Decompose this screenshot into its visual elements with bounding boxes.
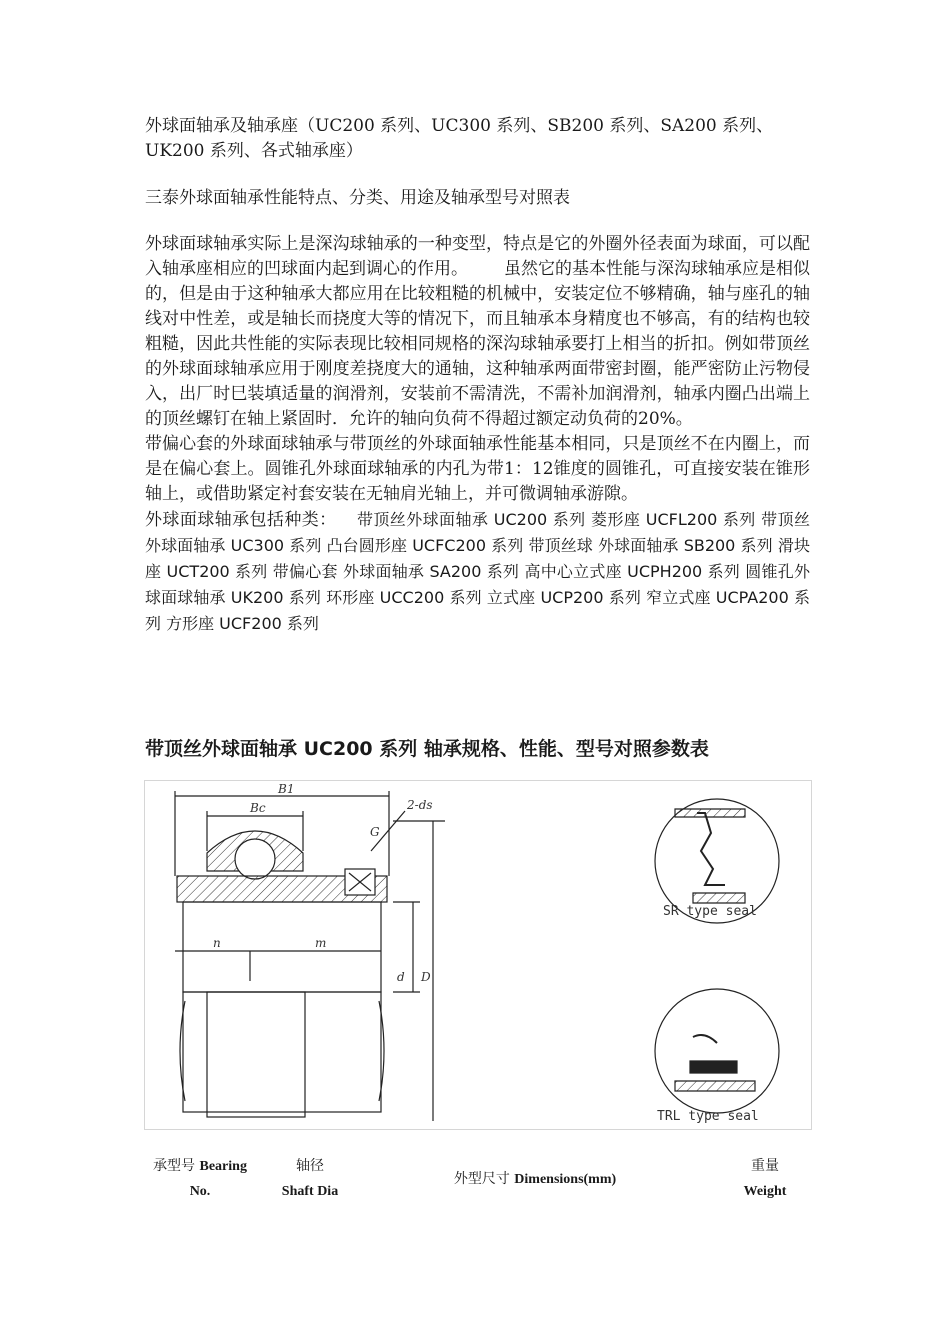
trl-seal-label: TRL type seal bbox=[657, 1109, 759, 1124]
col-bearing-en-b: No. bbox=[189, 1184, 211, 1199]
dim-label-n: n bbox=[213, 936, 221, 950]
dim-label-m: m bbox=[315, 936, 327, 950]
dim-label-b1: B1 bbox=[278, 782, 295, 796]
section-heading: 带顶丝外球面轴承 UC200 系列 轴承规格、性能、型号对照参数表 bbox=[145, 738, 709, 760]
col-dim-en: Dimensions(mm) bbox=[514, 1172, 617, 1187]
body-text bbox=[145, 232, 810, 637]
types-list: 带顶丝外球面轴承 UC200 系列 菱形座 UCFL200 系列 带顶丝外球面轴承 UC300 系列 凸台圆形座 UCFC200 系列 带顶丝球 外球面轴承 SB200 系列 滑块座 UCT200 系列 带偏心套 外球面轴承 SA200 系列 高中心立式座 UCPH200 系列 圆锥孔外球面球轴承 UK200 系列 环形座 UCC200 系列 立式座 UCP200 系列 窄立式座 UCPA200 系列 方形座 UCF200 系列 bbox=[145, 510, 810, 633]
subtitle: 三泰外球面轴承性能特点、分类、用途及轴承型号对照表 bbox=[145, 188, 570, 208]
col-shaft-cn: 轴径 bbox=[296, 1158, 324, 1174]
spec-table-header bbox=[140, 1150, 820, 1210]
dim-label-g: G bbox=[370, 825, 380, 839]
sr-seal-label: SR type seal bbox=[663, 904, 757, 919]
col-weight bbox=[720, 1154, 810, 1204]
types-label: 外球面球轴承包括种类： bbox=[145, 510, 337, 530]
body-paragraph-1: 外球面球轴承实际上是深沟球轴承的一种变型，特点是它的外圈外径表面为球面，可以配入轴承座相应的凹球面内起到调心的作用。 bbox=[145, 234, 810, 279]
col-weight-en: Weight bbox=[743, 1184, 787, 1199]
bearing-drawing bbox=[144, 780, 812, 1130]
intro-title: 外球面轴承及轴承座（UC200 系列、UC300 系列、SB200 系列、SA200 系列、UK200 系列、各式轴承座） bbox=[145, 116, 774, 161]
col-dim-cn: 外型尺寸 bbox=[453, 1171, 510, 1187]
dim-label-d: d bbox=[397, 970, 405, 984]
col-dimensions bbox=[410, 1167, 660, 1192]
col-weight-cn: 重量 bbox=[751, 1158, 779, 1174]
dim-label-D: D bbox=[421, 970, 431, 984]
body-paragraph-2: 带偏心套的外球面球轴承与带顶丝的外球面轴承性能基本相同，只是顶丝不在内圈上，而是在偏心套上。圆锥孔外球面球轴承的内孔为带1：12锥度的圆锥孔，可直接安装在锥形轴上，或借助紧定衬套安装在无轴肩光轴上，并可微调轴承游隙。 bbox=[145, 434, 810, 504]
col-bearing-cn: 承型号 bbox=[153, 1158, 196, 1174]
dim-label-2ds: 2-ds bbox=[407, 798, 433, 812]
col-shaft-dia bbox=[260, 1154, 360, 1204]
body-paragraph-1b: 虽然它的基本性能与深沟球轴承应是相似的，但是由于这种轴承大都应用在比较粗糙的机械中，安装定位不够精确，轴与座孔的轴线对中性差，或是轴长而挠度大等的情况下，而且轴承本身精度也不够高，有的结构也较粗糙，因此共性能的实际表现比较相同规格的深沟球轴承要打上相当的折扣。例如带顶丝的外球面球轴承应用于刚度差挠度大的通轴，这种轴承两面带密封圈，能严密防止污物侵入，出厂时巳装填适量的润滑剂，安装前不需清洗，不需补加润滑剂，轴承内圈凸出端上的顶丝螺钉在轴上紧固时．允许的轴向负荷不得超过额定动负荷的20%。 bbox=[145, 259, 810, 429]
col-bearing-en-a: Bearing bbox=[199, 1159, 247, 1174]
dim-label-bc: Bc bbox=[250, 801, 266, 815]
col-bearing-no bbox=[140, 1154, 260, 1204]
col-shaft-en: Shaft Dia bbox=[281, 1184, 339, 1199]
bearing-diagram-svg bbox=[145, 781, 811, 1129]
